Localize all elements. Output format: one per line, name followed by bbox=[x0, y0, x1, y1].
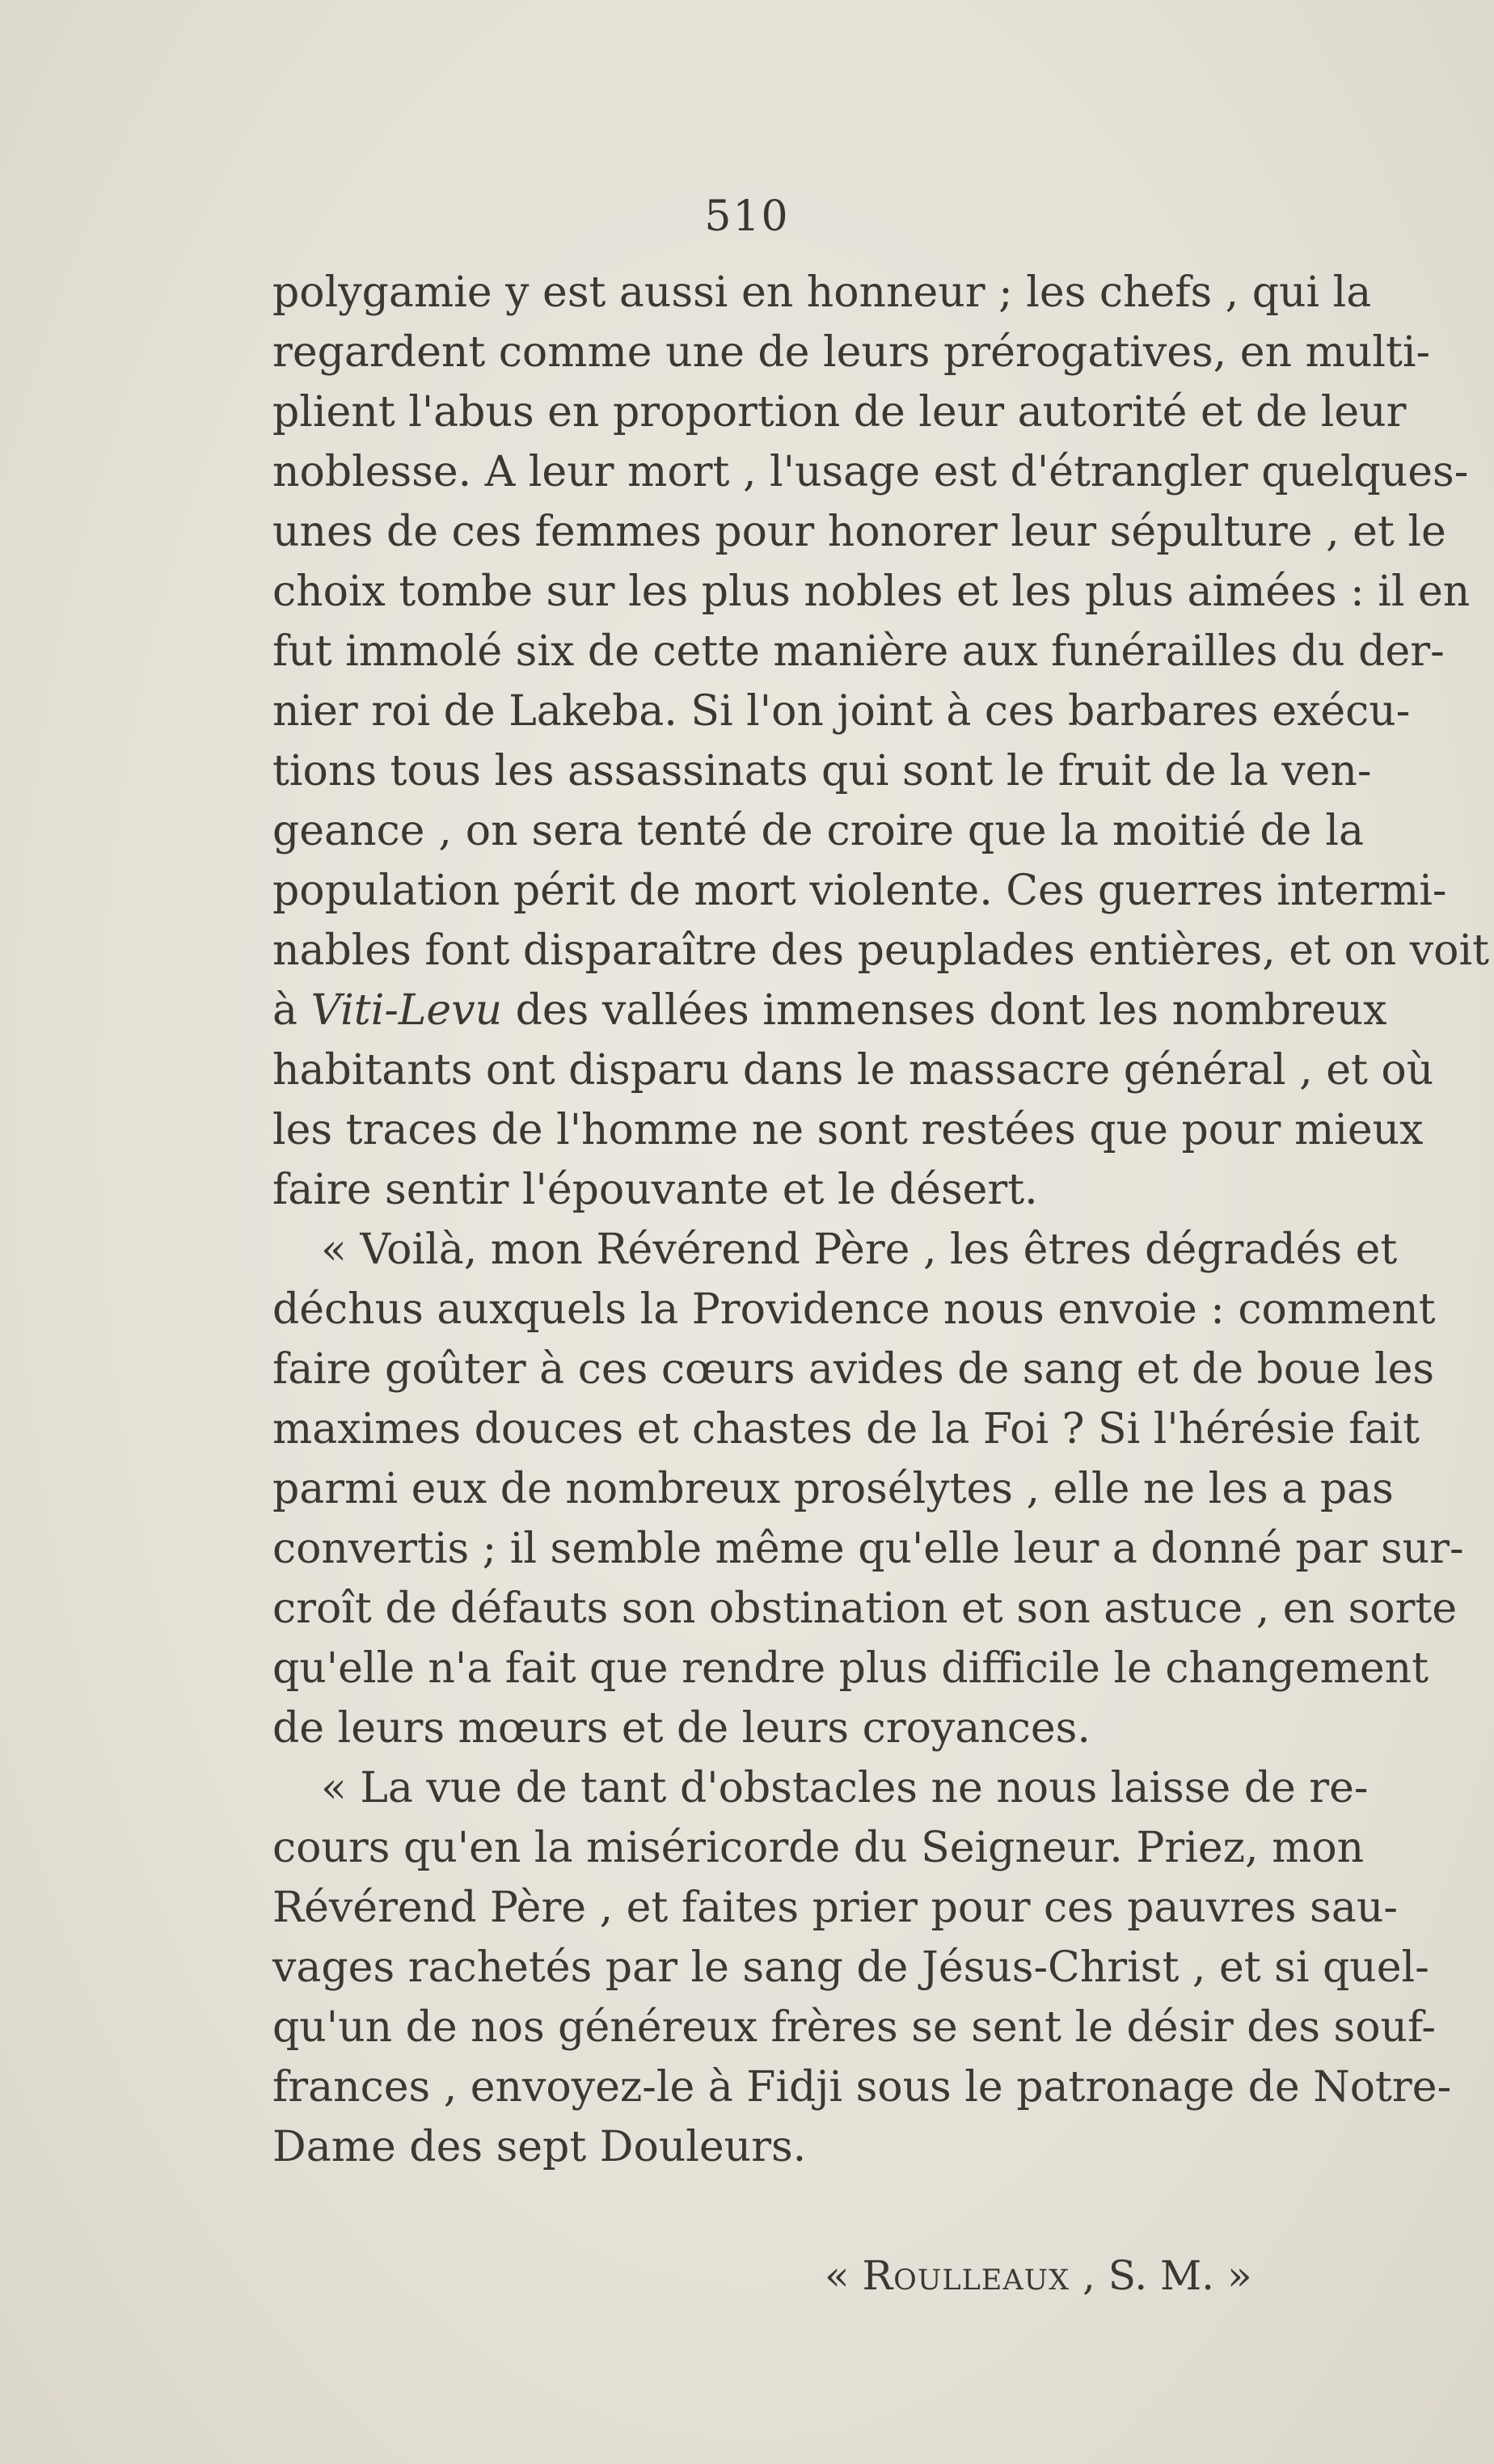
text-line-viti-levu bbox=[272, 981, 1387, 1040]
signature-open-quote: « bbox=[825, 2252, 863, 2299]
text-line: maximes douces et chastes de la Foi ? Si l'hérésie fait bbox=[272, 1405, 1420, 1454]
text-line: faire sentir l'épouvante et le désert. bbox=[272, 1166, 1038, 1214]
body-text bbox=[272, 263, 1490, 2177]
text-line: qu'elle n'a fait que rendre plus difficile le changement bbox=[272, 1644, 1429, 1693]
text-line: Dame des sept Douleurs. bbox=[272, 2123, 807, 2171]
text-line: déchus auxquels la Providence nous envoie : comment bbox=[272, 1285, 1436, 1334]
text-line: croît de défauts son obstination et son astuce , en sorte bbox=[272, 1584, 1458, 1633]
text-line: polygamie y est aussi en honneur ; les chefs , qui la bbox=[272, 268, 1372, 317]
text-line: parmi eux de nombreux prosélytes , elle ne les a pas bbox=[272, 1465, 1394, 1513]
text-line: geance , on sera tenté de croire que la moitié de la bbox=[272, 807, 1364, 855]
text-line: Révérend Père , et faites prier pour ces pauvres sau- bbox=[272, 1884, 1398, 1932]
text-line: « La vue de tant d'obstacles ne nous laisse de re- bbox=[321, 1764, 1369, 1812]
signature-suffix: , S. M. » bbox=[1070, 2252, 1252, 2299]
text-line: fut immolé six de cette manière aux funérailles du der- bbox=[272, 627, 1445, 676]
page-number: 510 bbox=[704, 192, 790, 241]
text-line: vages rachetés par le sang de Jésus-Christ , et si quel- bbox=[272, 1943, 1429, 1992]
text-line: plient l'abus en proportion de leur autorité et de leur bbox=[272, 388, 1407, 437]
text-line: de leurs mœurs et de leurs croyances. bbox=[272, 1704, 1091, 1753]
signature-name: Roulleaux bbox=[862, 2252, 1070, 2299]
place-name-italic: Viti-Levu bbox=[310, 986, 503, 1035]
text-line: cours qu'en la miséricorde du Seigneur. Priez, mon bbox=[272, 1824, 1365, 1872]
text-line: tions tous les assassinats qui sont le fruit de la ven- bbox=[272, 747, 1372, 795]
text-line: les traces de l'homme ne sont restées que pour mieux bbox=[272, 1106, 1424, 1154]
text-line: qu'un de nos généreux frères se sent le désir des souf- bbox=[272, 2003, 1436, 2052]
text-line: nables font disparaître des peuplades entières, et on voit bbox=[272, 926, 1490, 975]
signature bbox=[825, 2247, 1252, 2304]
text-line: unes de ces femmes pour honorer leur sépulture , et le bbox=[272, 508, 1446, 556]
text-line: population périt de mort violente. Ces guerres intermi- bbox=[272, 867, 1447, 915]
text-line: habitants ont disparu dans le massacre général , et où bbox=[272, 1046, 1434, 1095]
text-line: choix tombe sur les plus nobles et les plus aimées : il en bbox=[272, 567, 1471, 616]
text-line: frances , envoyez-le à Fidji sous le patronage de Notre- bbox=[272, 2063, 1452, 2112]
text-line: noblesse. A leur mort , l'usage est d'étrangler quelques- bbox=[272, 448, 1469, 496]
line-suffix: des vallées immenses dont les nombreux bbox=[502, 986, 1387, 1035]
text-line: convertis ; il semble même qu'elle leur a donné par sur- bbox=[272, 1525, 1464, 1573]
line-prefix: à bbox=[272, 986, 311, 1035]
text-line: regardent comme une de leurs prérogatives, en multi- bbox=[272, 328, 1431, 377]
text-line: nier roi de Lakeba. Si l'on joint à ces barbares exécu- bbox=[272, 687, 1411, 736]
text-line: « Voilà, mon Révérend Père , les êtres dégradés et bbox=[321, 1226, 1398, 1274]
text-line: faire goûter à ces cœurs avides de sang et de boue les bbox=[272, 1345, 1435, 1394]
